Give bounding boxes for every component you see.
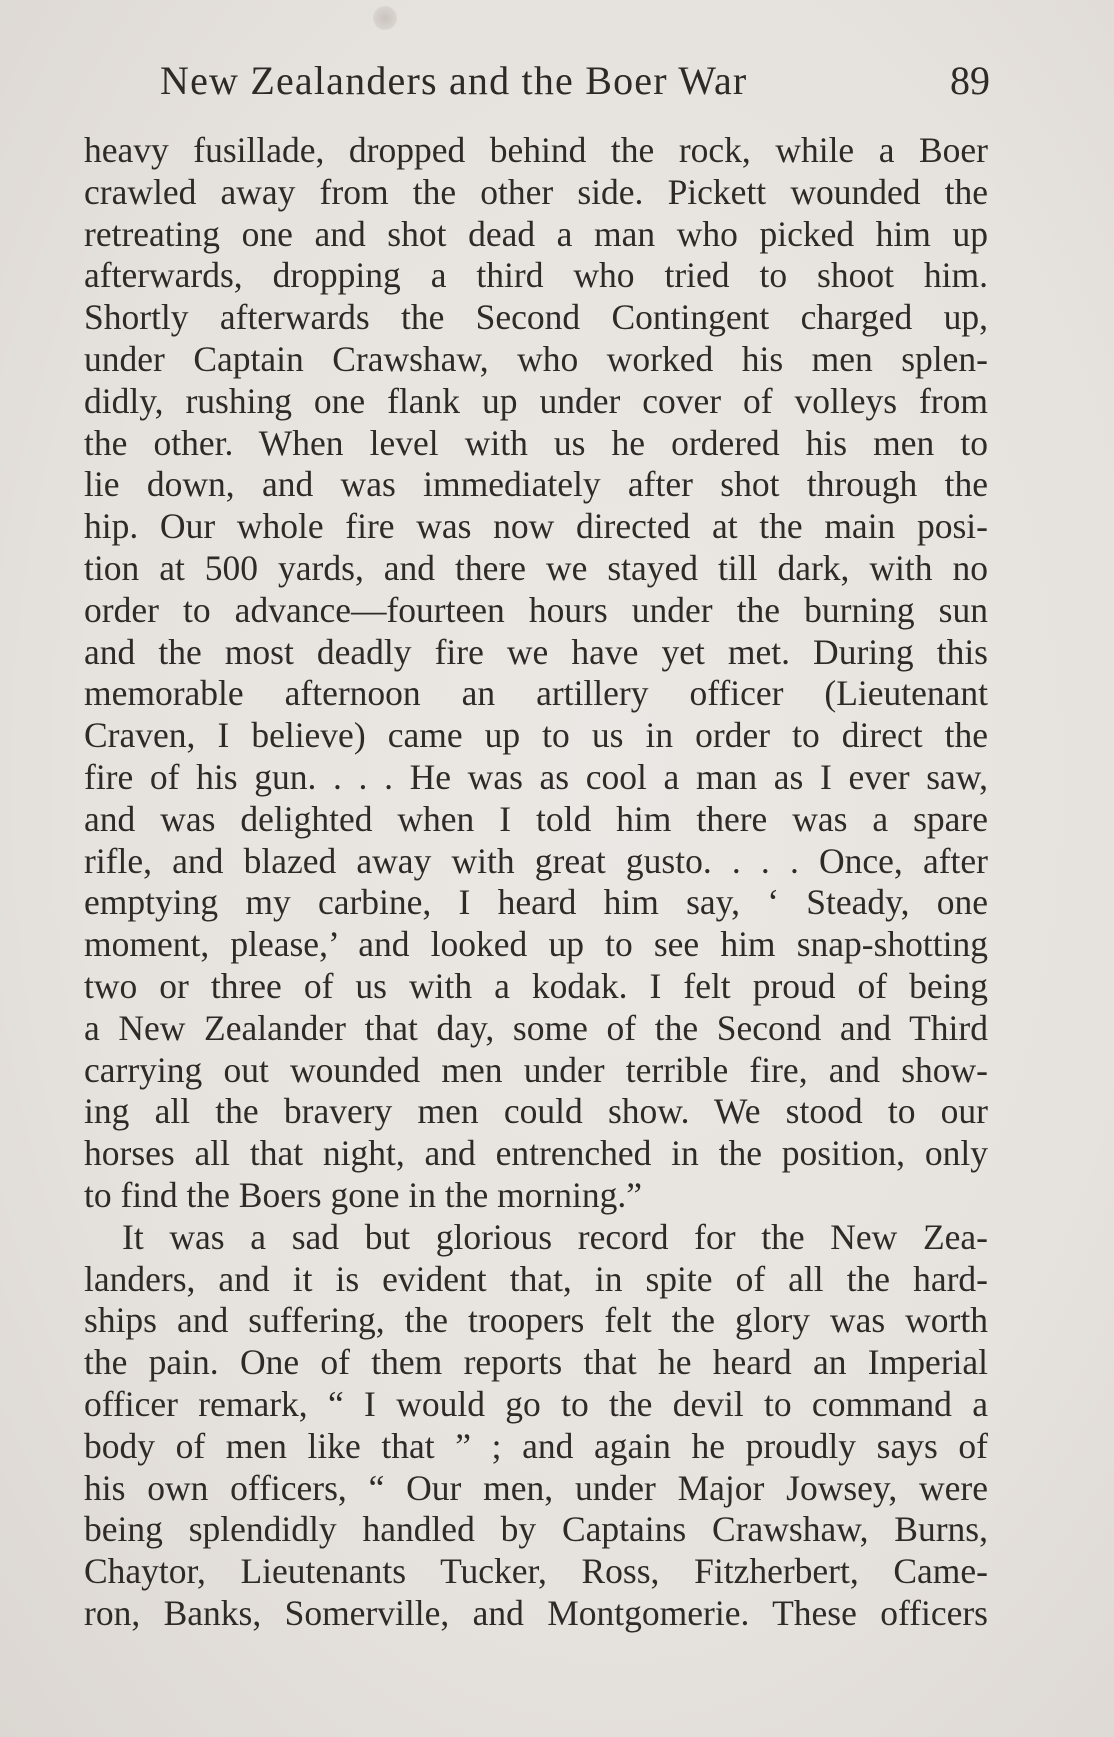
text-line: Chaytor, Lieutenants Tucker, Ross, Fitzherbert, Came- — [84, 1551, 988, 1592]
text-line: retreating one and shot dead a man who picked him up — [84, 213, 988, 254]
text-line: to find the Boers gone in the morning.” — [84, 1174, 643, 1215]
text-line: and was delighted when I told him there was a spare — [84, 798, 988, 839]
text-line: rifle, and blazed away with great gusto. . . . Once, after — [84, 840, 988, 881]
text-line: under Captain Crawshaw, who worked his men splen- — [84, 338, 988, 379]
body-text — [84, 130, 988, 1635]
text-line: It was a sad but glorious record for the New Zea- — [122, 1216, 988, 1257]
text-line: lie down, and was immediately after shot through the — [84, 464, 988, 505]
text-line: landers, and it is evident that, in spite of all the hard- — [84, 1258, 988, 1299]
text-line: ships and suffering, the troopers felt the glory was worth — [84, 1300, 988, 1341]
text-line: crawled away from the other side. Pickett wounded the — [84, 171, 988, 212]
text-line: order to advance—fourteen hours under the burning sun — [84, 589, 988, 630]
text-line: and the most deadly fire we have yet met. During this — [84, 631, 988, 672]
paper-stain — [373, 6, 397, 30]
text-line: a New Zealander that day, some of the Second and Third — [84, 1007, 988, 1048]
text-line: horses all that night, and entrenched in the position, only — [84, 1133, 988, 1174]
text-line: two or three of us with a kodak. I felt proud of being — [84, 965, 988, 1006]
text-line: being splendidly handled by Captains Crawshaw, Burns, — [84, 1509, 988, 1550]
text-line: Shortly afterwards the Second Contingent charged up, — [84, 297, 988, 338]
text-line: body of men like that ” ; and again he proudly says of — [84, 1425, 988, 1466]
text-line: moment, please,’ and looked up to see him snap-shotting — [84, 924, 988, 965]
text-line: carrying out wounded men under terrible fire, and show- — [84, 1049, 988, 1090]
text-line: the pain. One of them reports that he heard an Imperial — [84, 1342, 988, 1383]
text-line: fire of his gun. . . . He was as cool a man as I ever saw, — [84, 756, 988, 797]
text-line: ing all the bravery men could show. We stood to our — [84, 1091, 988, 1132]
text-line: hip. Our whole fire was now directed at the main posi- — [84, 506, 988, 547]
text-line: his own officers, “ Our men, under Major Jowsey, were — [84, 1467, 988, 1508]
text-line: emptying my carbine, I heard him say, ‘ Steady, one — [84, 882, 988, 923]
page-number: 89 — [950, 58, 990, 103]
text-line: memorable afternoon an artillery officer (Lieutenant — [84, 673, 988, 714]
text-line: the other. When level with us he ordered his men to — [84, 422, 988, 463]
page-header — [160, 57, 990, 113]
text-line: heavy fusillade, dropped behind the rock, while a Boer — [84, 130, 988, 170]
text-line: tion at 500 yards, and there we stayed till dark, with no — [84, 547, 988, 588]
text-line: didly, rushing one flank up under cover of volleys from — [84, 380, 988, 421]
text-line: afterwards, dropping a third who tried to shoot him. — [84, 255, 988, 296]
running-title: New Zealanders and the Boer War — [160, 58, 748, 103]
text-line: Craven, I believe) came up to us in order to direct the — [84, 715, 988, 756]
text-line: officer remark, “ I would go to the devil to command a — [84, 1383, 988, 1424]
text-line: ron, Banks, Somerville, and Montgomerie. These officers — [84, 1592, 988, 1633]
